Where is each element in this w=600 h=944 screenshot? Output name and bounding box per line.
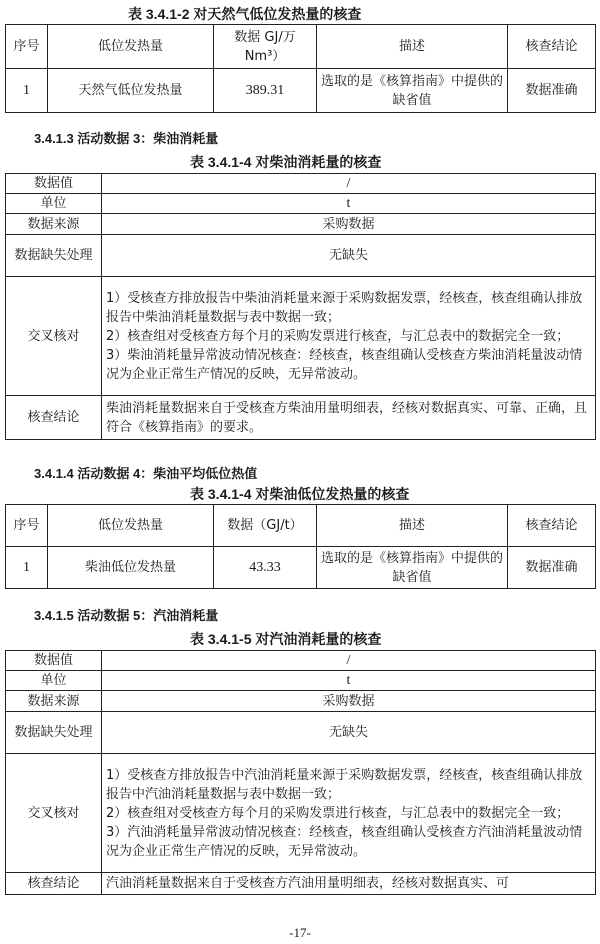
table4 [5,650,596,895]
table4-crosscheck-item: 2）核查组对受核查方每个月的采购发票进行核查，与汇总表中的数据完全一致； [106,805,570,821]
table1 [5,24,596,113]
section-heading-diesel-consumption: 3.4.1.3 活动数据 3：柴油消耗量 [34,131,219,146]
table4-label-source: 数据来源 [6,691,102,712]
table2-crosscheck-item: 1）受核查方排放报告中柴油消耗量来源于采购数据发票，经核查，核查组确认排放报告中柴油消耗量数据与表中数据一致； [106,290,583,325]
table2-conclusion-text: 柴油消耗量数据来自于受核查方柴油用量明细表，经核对数据真实、可靠、正确，且符合《核算指南》的要求。 [102,396,596,440]
table4-label-value: 数据值 [6,651,102,671]
table2 [5,173,596,440]
table3-header-index: 序号 [6,505,48,547]
table1-cell-data: 389.31 [214,69,317,113]
table2-label-crosscheck: 交叉核对 [6,277,102,396]
table1-header-description: 描述 [317,25,508,69]
table4-data-unit: t [102,671,596,691]
table3-header-item: 低位发热量 [48,505,214,547]
table2-caption: 表 3.4.1-4 对柴油消耗量的核查 [190,154,382,170]
table2-label-source: 数据来源 [6,214,102,235]
table3-header-conclusion: 核查结论 [508,505,596,547]
table1-cell-description: 选取的是《核算指南》中提供的缺省值 [317,69,508,113]
table4-data-missing: 无缺失 [102,712,596,754]
table4-label-conclusion: 核查结论 [6,873,102,895]
table1-header-item: 低位发热量 [48,25,214,69]
table3-header-description: 描述 [317,505,508,547]
table4-label-unit: 单位 [6,671,102,691]
table2-data-missing: 无缺失 [102,235,596,277]
section-heading-gasoline-consumption: 3.4.1.5 活动数据 5：汽油消耗量 [34,608,219,623]
table1-caption: 表 3.4.1-2 对天然气低位发热量的核查 [128,6,362,22]
table1-header-data: 数据 GJ/万Nm³） [214,25,317,69]
table1-cell-index: 1 [6,69,48,113]
table3 [5,504,596,589]
table4-label-crosscheck: 交叉核对 [6,754,102,873]
table1-cell-item: 天然气低位发热量 [48,69,214,113]
table2-crosscheck-item: 3）柴油消耗量异常波动情况核查：经核查，核查组确认受核查方柴油消耗量波动情况为企业正常生产情况的反映，无异常波动。 [106,347,583,382]
table1-header-conclusion: 核查结论 [508,25,596,69]
table3-cell-index: 1 [6,547,48,589]
table4-caption: 表 3.4.1-5 对汽油消耗量的核查 [190,631,382,647]
table2-data-source: 采购数据 [102,214,596,235]
table4-crosscheck-content [102,754,596,873]
table4-data-source: 采购数据 [102,691,596,712]
section-heading-diesel-heat-value: 3.4.1.4 活动数据 4：柴油平均低位热值 [34,466,258,481]
table3-caption: 表 3.4.1-4 对柴油低位发热量的核查 [190,486,410,502]
table2-data-unit: t [102,194,596,214]
page-number: -17- [289,925,311,940]
table2-label-unit: 单位 [6,194,102,214]
table2-label-conclusion: 核查结论 [6,396,102,440]
table4-data-value: / [102,651,596,671]
table4-label-missing: 数据缺失处理 [6,712,102,754]
table4-crosscheck-item: 1）受核查方排放报告中汽油消耗量来源于采购数据发票，经核查，核查组确认排放报告中汽油消耗量数据与表中数据一致； [106,767,583,802]
table4-crosscheck-item: 3）汽油消耗量异常波动情况核查：经核查，核查组确认受核查方汽油消耗量波动情况为企业正常生产情况的反映，无异常波动。 [106,824,583,859]
table2-label-value: 数据值 [6,174,102,194]
table2-crosscheck-item: 2）核查组对受核查方每个月的采购发票进行核查，与汇总表中的数据完全一致； [106,328,570,344]
table3-cell-item: 柴油低位发热量 [48,547,214,589]
table1-cell-conclusion: 数据准确 [508,69,596,113]
table1-header-index: 序号 [6,25,48,69]
table3-cell-data: 43.33 [214,547,317,589]
table2-data-value: / [102,174,596,194]
table4-conclusion-text: 汽油消耗量数据来自于受核查方汽油用量明细表，经核对数据真实、可 [102,873,596,895]
table3-header-data: 数据（GJ/t） [214,505,317,547]
table3-cell-description: 选取的是《核算指南》中提供的缺省值 [317,547,508,589]
table3-cell-conclusion: 数据准确 [508,547,596,589]
table2-crosscheck-content [102,277,596,396]
table2-label-missing: 数据缺失处理 [6,235,102,277]
